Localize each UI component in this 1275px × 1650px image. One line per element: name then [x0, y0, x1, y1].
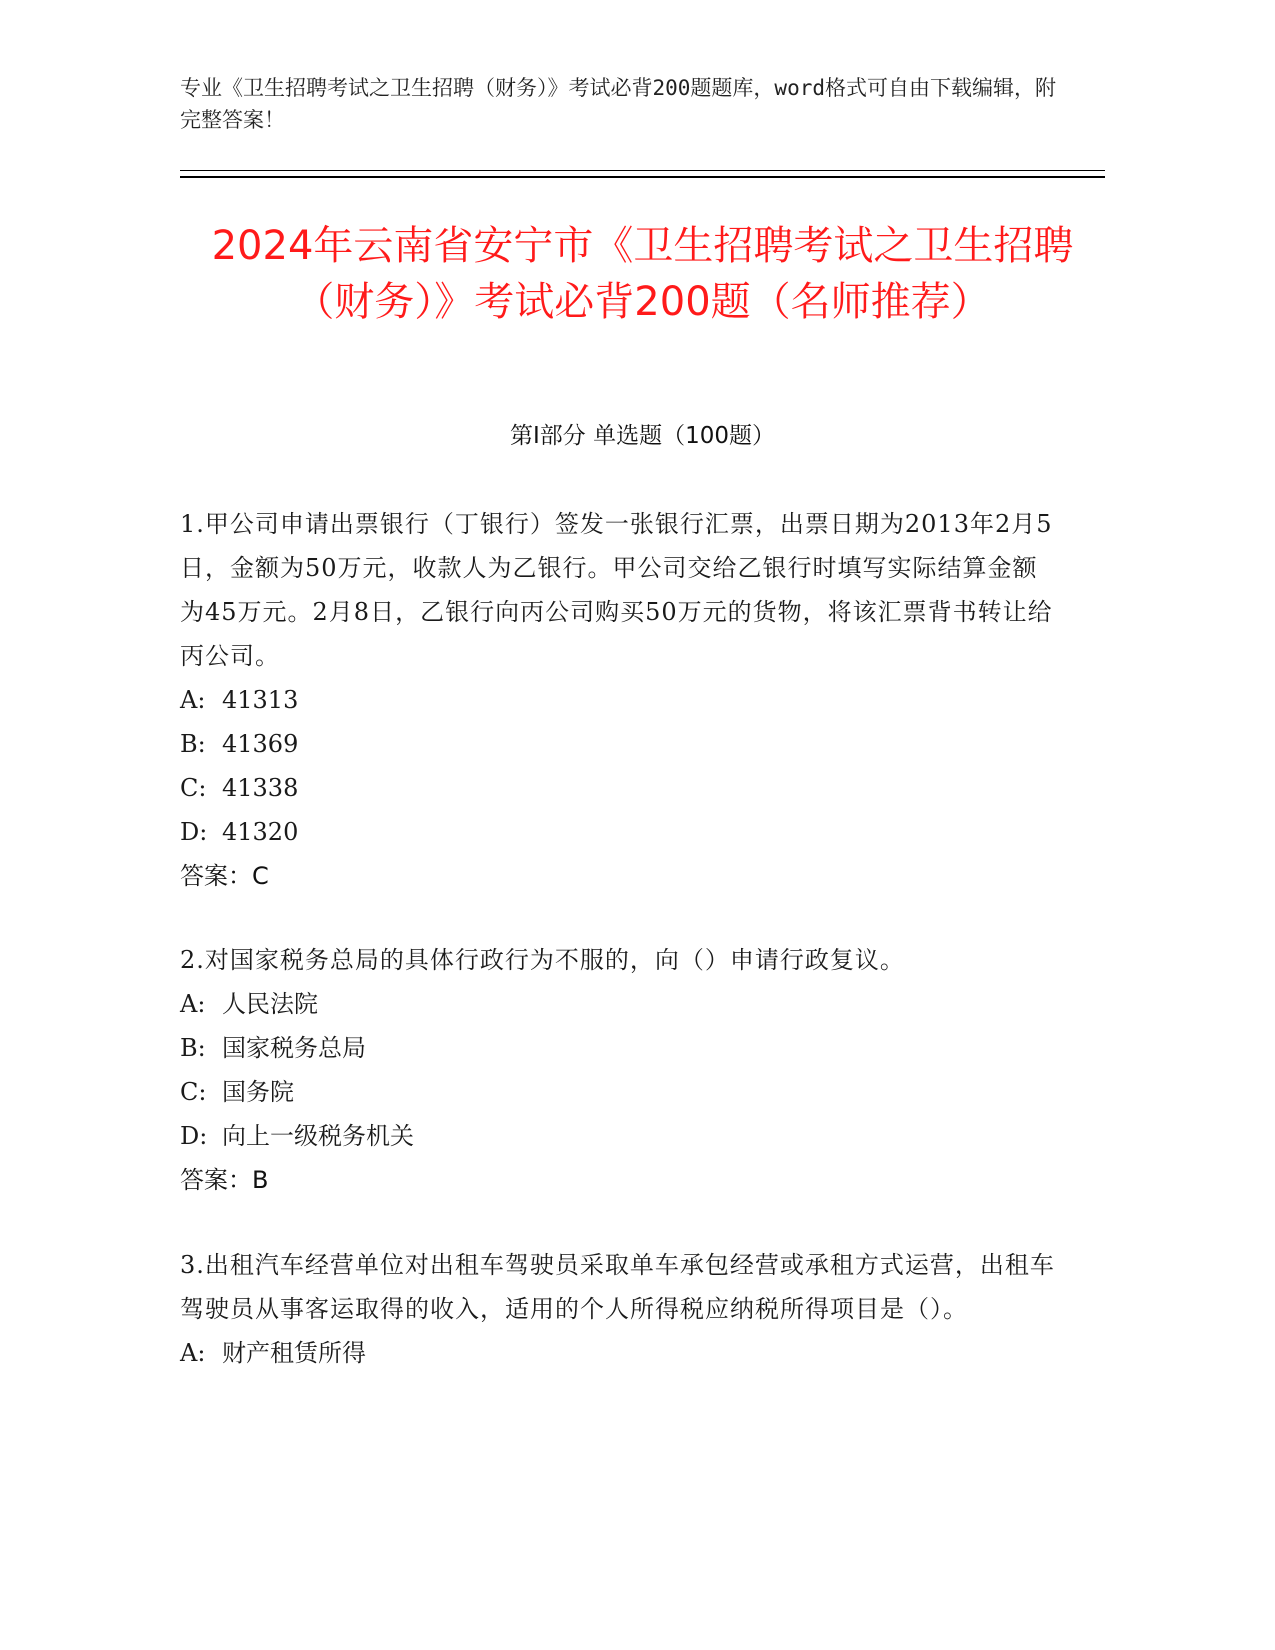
- option-text: 国务院: [222, 1078, 294, 1106]
- document-title: 2024年云南省安宁市《卫生招聘考试之卫生招聘（财务）》考试必背200题（名师推荐）: [211, 223, 1074, 325]
- option-label: A:: [180, 990, 206, 1018]
- option-d: [180, 810, 1060, 854]
- option-c: [180, 766, 1060, 810]
- option-text: 41369: [222, 730, 299, 758]
- option-a: [180, 678, 1060, 722]
- option-label: A:: [180, 1339, 206, 1367]
- option-label: D:: [180, 818, 208, 846]
- option-text: 向上一级税务机关: [222, 1122, 414, 1150]
- question-stem: 1.甲公司申请出票银行（丁银行）签发一张银行汇票，出票日期为2013年2月5日，金额为50万元，收款人为乙银行。甲公司交给乙银行时填写实际结算金额为45万元。2月8日，乙银行向丙公司购买50万元的货物，将该汇票背书转让给丙公司。: [180, 510, 1053, 670]
- option-label: B:: [180, 1034, 206, 1062]
- question-stem: 3.出租汽车经营单位对出租车驾驶员采取单车承包经营或承租方式运营，出租车驾驶员从事客运取得的收入，适用的个人所得税应纳税所得项目是（）。: [180, 1251, 1055, 1323]
- question-stem: 2.对国家税务总局的具体行政行为不服的，向（）申请行政复议。: [180, 946, 905, 974]
- answer: 答案：B: [180, 1166, 269, 1194]
- question-2: [180, 938, 1060, 1202]
- header-divider-thick: [180, 176, 1105, 178]
- option-text: 国家税务总局: [222, 1034, 366, 1062]
- header-note: 专业《卫生招聘考试之卫生招聘（财务）》考试必背200题题库，word格式可自由下载编辑，附完整答案！: [180, 76, 1056, 132]
- option-text: 41338: [222, 774, 299, 802]
- option-label: D:: [180, 1122, 208, 1150]
- option-c: [180, 1070, 1060, 1114]
- header-divider: [180, 170, 1105, 171]
- option-label: B:: [180, 730, 206, 758]
- option-b: [180, 1026, 1060, 1070]
- answer: 答案：C: [180, 862, 269, 890]
- question-1: [180, 502, 1060, 898]
- option-text: 41313: [222, 686, 299, 714]
- option-label: C:: [180, 1078, 207, 1106]
- section-title: 第Ⅰ部分 单选题（100题）: [510, 423, 775, 449]
- option-text: 人民法院: [222, 990, 318, 1018]
- option-label: C:: [180, 774, 207, 802]
- option-text: 财产租赁所得: [222, 1339, 366, 1367]
- option-d: [180, 1114, 1060, 1158]
- option-text: 41320: [222, 818, 299, 846]
- option-a: [180, 982, 1060, 1026]
- option-label: A:: [180, 686, 206, 714]
- option-a: [180, 1331, 1060, 1375]
- option-b: [180, 722, 1060, 766]
- question-3: [180, 1243, 1060, 1375]
